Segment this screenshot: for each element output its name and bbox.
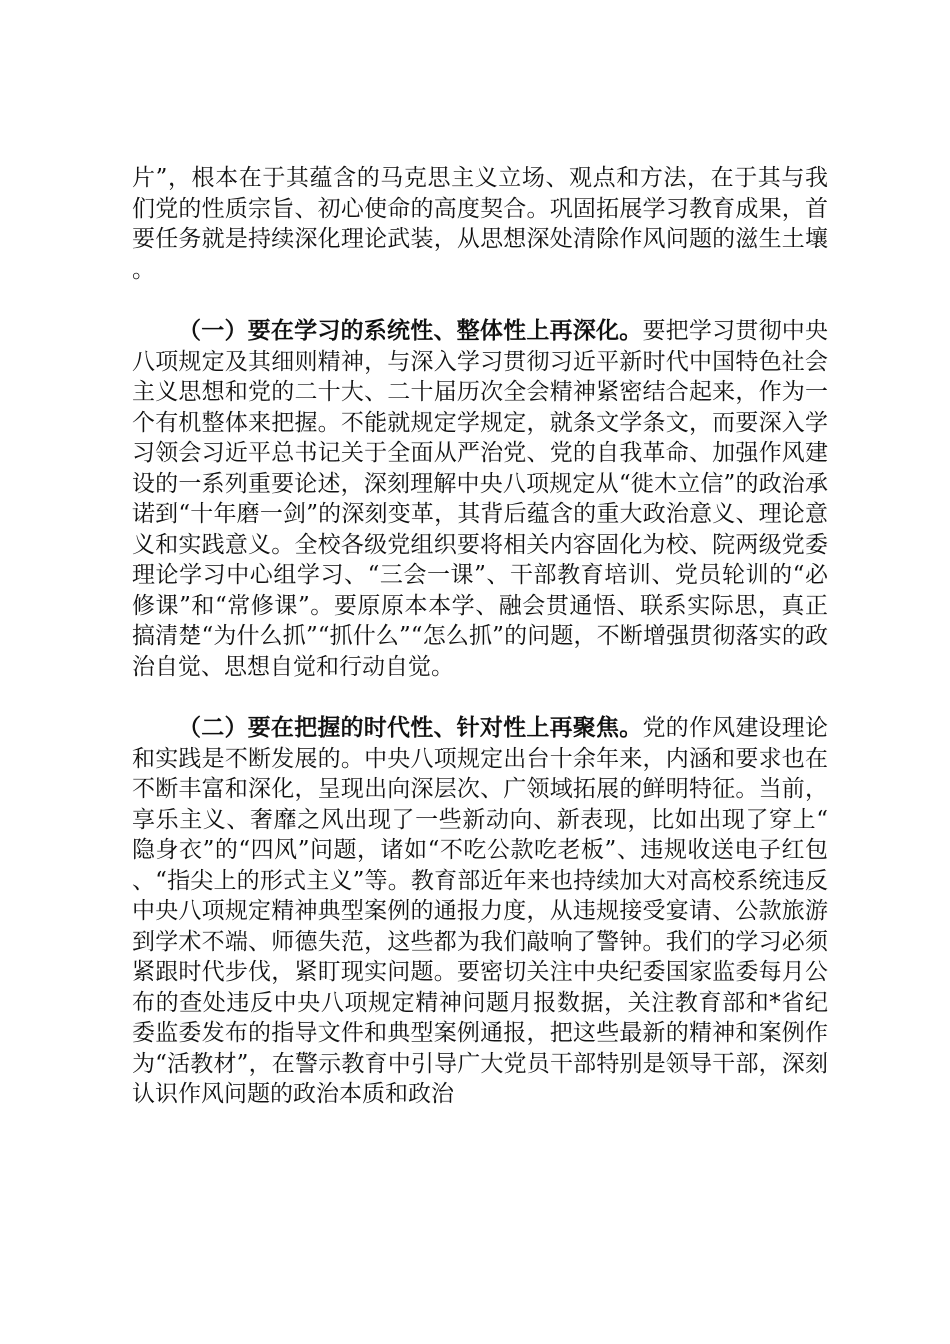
section-two-heading: （二）要在把握的时代性、针对性上再聚焦。 — [178, 714, 643, 741]
section-one-heading: （一）要在学习的系统性、整体性上再深化。 — [178, 317, 643, 344]
paragraph-section-two — [132, 713, 828, 1110]
paragraph-intro — [132, 163, 828, 285]
paragraph-intro-text: 片”，根本在于其蕴含的马克思主义立场、观点和方法，在于其与我们党的性质宗旨、初心使命的高度契合。巩固拓展学习教育成果，首要任务就是持续深化理论武装，从思想深处清除作风问题的滋生土壤。 — [132, 165, 828, 283]
section-two-text: 党的作风建设理论和实践是不断发展的。中央八项规定出台十余年来，内涵和要求也在不断丰富和深化，呈现出向深层次、广领域拓展的鲜明特征。当前，享乐主义、奢靡之风出现了一些新动向、新表现，比如出现了穿上“隐身衣”的“四风”问题，诸如“不吃公款吃老板”、违规收送电子红包、“指尖上的形式主义”等。教育部近年来也持续加大对高校系统违反中央八项规定精神典型案例的通报力度，从违规接受宴请、公款旅游到学术不端、师德失范，这些都为我们敲响了警钟。我们的学习必须紧跟时代步伐，紧盯现实问题。要密切关注中央纪委国家监委每月公布的查处违反中央八项规定精神问题月报数据，关注教育部和*省纪委监委发布的指导文件和典型案例通报，把这些最新的精神和案例作为“活教材”，在警示教育中引导广大党员干部特别是领导干部，深刻认识作风问题的政治本质和政治 — [132, 715, 829, 1107]
section-one-text: 要把学习贯彻中央八项规定及其细则精神，与深入学习贯彻习近平新时代中国特色社会主义思想和党的二十大、二十届历次全会精神紧密结合起来，作为一个有机整体来把握。不能就规定学规定，就条文学条文，而要深入学习领会习近平总书记关于全面从严治党、党的自我革命、加强作风建设的一系列重要论述，深刻理解中央八项规定从“徙木立信”的政治承诺到“十年磨一剑”的深刻变革，其背后蕴含的重大政治意义、理论意义和实践意义。全校各级党组织要将相关内容固化为校、院两级党委理论学习中心组学习、“三会一课”、干部教育培训、党员轮训的“必修课”和“常修课”。要原原本本学、融会贯通悟、联系实际思，真正搞清楚“为什么抓”“抓什么”“怎么抓”的问题，不断增强贯彻落实的政治自觉、思想自觉和行动自觉。 — [132, 318, 829, 680]
paragraph-section-one — [132, 316, 828, 682]
document-page — [132, 163, 828, 1141]
